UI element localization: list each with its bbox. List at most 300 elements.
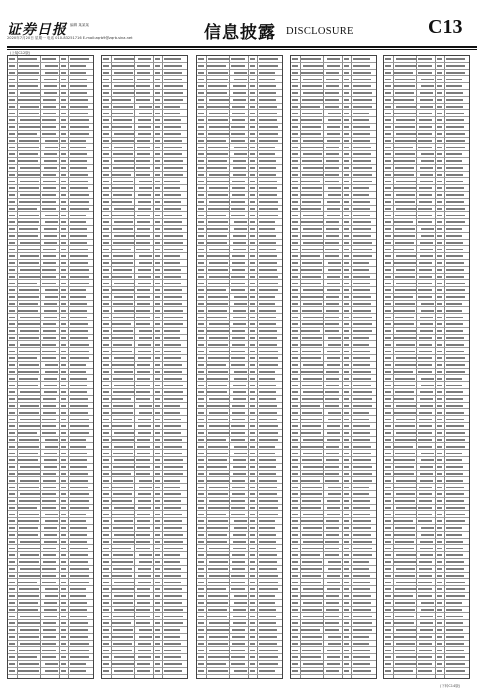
table-row [102,437,187,444]
table-cell-text [198,663,204,665]
table-cell-text [327,507,341,509]
table-row [384,362,469,369]
table-row [384,627,469,634]
table-cell-text [259,405,277,407]
table-cell-text [446,194,464,196]
table-cell-text [446,527,462,529]
table-cell-text [198,595,204,597]
table-cell-text [164,548,183,550]
table-cell-text [209,337,228,339]
table-cell-text [20,466,40,468]
header-rule-thick [7,46,477,48]
table-cell-text [103,147,109,149]
table-row [102,484,187,491]
table-cell-text [395,439,417,441]
table-cell-text [232,554,246,556]
table-cell-text [437,181,442,183]
table-cell-text [9,412,15,414]
table-cell-text [344,446,349,448]
table-cell-text [418,520,432,522]
table-cell-text [301,119,322,121]
table-cell-text [421,235,435,237]
table-cell-text [139,255,153,257]
table-cell-text [231,582,245,584]
table-cell-text [164,113,180,115]
table-cell-text [9,636,15,638]
table-row [102,600,187,607]
table-cell-text [303,153,322,155]
table-cell-text [70,568,89,570]
table-cell-text [259,208,278,210]
table-cell-text [302,561,322,563]
table-cell-text [437,79,442,81]
table-cell-text [155,99,160,101]
table-row [384,634,469,641]
table-cell-text [61,459,66,461]
table-cell-text [155,548,160,550]
table-cell-text [353,487,369,489]
table-cell-text [418,432,432,434]
table-cell-text [136,249,150,251]
table-cell-text [328,561,342,563]
table-cell-text [353,283,370,285]
table-row [197,423,282,430]
table-row [291,56,376,63]
table-cell-text [437,446,442,448]
table-cell-text [325,480,339,482]
table-cell-text [231,289,245,291]
table-cell-text [231,133,245,135]
table-cell-text [446,65,465,67]
table-cell-text [164,500,181,502]
table-cell-text [112,561,133,563]
table-cell-text [164,147,182,149]
table-cell-text [61,588,66,590]
table-cell-text [292,153,298,155]
table-row [8,301,93,308]
table-cell-text [103,425,109,427]
table-cell-text [250,351,255,353]
table-cell-text [198,554,204,556]
table-cell-text [164,656,181,658]
table-cell-text [259,398,276,400]
table-row [291,219,376,226]
table-row [102,301,187,308]
table-cell-text [446,249,463,251]
table-cell-text [344,133,349,135]
table-row [291,423,376,430]
table-row [8,172,93,179]
table-cell-text [328,119,342,121]
table-cell-text [419,636,433,638]
table-cell-text [385,276,391,278]
table-cell-text [328,643,342,645]
table-cell-text [421,310,435,312]
table-cell-text [198,582,204,584]
table-cell-text [208,344,228,346]
table-cell-text [446,466,463,468]
table-cell-text [420,480,434,482]
table-cell-text [114,283,134,285]
table-cell-text [198,446,204,448]
table-cell-text [136,548,150,550]
table-cell-text [259,351,278,353]
table-cell-text [394,113,416,115]
table-row [8,287,93,294]
table-cell-text [418,208,432,210]
table-row [384,70,469,77]
table-cell-text [385,534,391,536]
table-cell-text [344,283,349,285]
table-row [8,586,93,593]
table-cell-text [303,588,323,590]
table-cell-text [19,153,38,155]
table-cell-text [344,187,349,189]
table-cell-text [103,289,109,291]
table-cell-text [9,113,15,115]
table-cell-text [437,99,442,101]
table-cell-text [385,262,391,264]
table-cell-text [70,119,89,121]
table-row [384,246,469,253]
table-cell-text [250,595,255,597]
table-cell-text [446,602,462,604]
table-cell-text [155,228,160,230]
table-cell-text [353,507,370,509]
table-cell-text [137,79,151,81]
table-cell-text [394,85,415,87]
table-cell-text [437,351,442,353]
table-cell-text [207,480,229,482]
table-row [291,70,376,77]
table-cell-text [327,588,341,590]
table-cell-text [164,106,180,108]
table-cell-text [155,323,160,325]
table-cell-text [138,493,152,495]
table-cell-text [325,541,339,543]
table-cell-text [259,561,277,563]
table-cell-text [18,446,39,448]
table-cell-text [259,602,275,604]
table-row [384,518,469,525]
table-cell-text [70,595,86,597]
table-row [197,613,282,620]
table-cell-text [70,554,88,556]
table-cell-text [446,405,463,407]
table-cell-text [419,419,433,421]
table-cell-text [292,289,298,291]
table-cell-text [437,459,442,461]
table-row [102,267,187,274]
table-cell-text [209,99,229,101]
table-cell-text [198,85,204,87]
table-cell-text [395,79,415,81]
table-cell-text [164,255,180,257]
table-cell-text [139,181,153,183]
table-cell-text [20,194,41,196]
table-cell-text [136,473,150,475]
table-cell-text [103,466,109,468]
table-cell-text [9,221,15,223]
table-cell-text [446,269,464,271]
table-row [384,104,469,111]
table-cell-text [325,167,339,169]
table-cell-text [418,133,432,135]
table-cell-text [353,670,371,672]
table-cell-text [155,500,160,502]
table-cell-text [70,221,86,223]
table-cell-text [112,473,131,475]
table-cell-text [418,364,432,366]
table-cell-text [344,215,349,217]
table-cell-text [437,147,442,149]
table-row [384,151,469,158]
table-cell-text [155,561,160,563]
table-cell-text [328,493,342,495]
table-cell-text [208,296,228,298]
table-cell-text [61,167,66,169]
table-cell-text [385,296,391,298]
table-cell-text [292,357,298,359]
table-cell-text [44,92,58,94]
table-cell-text [259,147,275,149]
table-cell-text [326,85,340,87]
table-row [384,403,469,410]
table-cell-text [207,215,226,217]
table-row [291,607,376,614]
table-cell-text [103,670,109,672]
table-cell-text [103,650,109,652]
table-cell-text [42,656,56,658]
table-cell-text [112,323,131,325]
table-cell-text [250,568,255,570]
table-cell-text [9,126,15,128]
table-cell-text [61,269,66,271]
table-cell-text [112,548,131,550]
table-cell-text [137,140,151,142]
table-cell-text [136,310,150,312]
table-cell-text [209,500,230,502]
table-cell-text [344,221,349,223]
table-cell-text [164,650,181,652]
table-cell-text [385,609,391,611]
table-cell-text [44,541,58,543]
table-cell-text [250,215,255,217]
table-cell-text [103,330,109,332]
table-cell-text [198,500,204,502]
table-cell-text [421,527,435,529]
table-cell-text [164,378,182,380]
table-cell-text [70,215,86,217]
table-row [102,430,187,437]
table-cell-text [250,602,255,604]
table-row [384,457,469,464]
table-row [197,566,282,573]
disclosure-table-column-5 [383,55,470,679]
table-row [384,56,469,63]
table-row [197,573,282,580]
table-cell-text [353,228,371,230]
continued-to-label: (下转C14版) [440,684,461,688]
table-cell-text [437,106,442,108]
table-cell-text [437,527,442,529]
table-cell-text [19,201,41,203]
table-cell-text [155,595,160,597]
table-row [197,641,282,648]
table-cell-text [42,58,56,60]
table-cell-text [385,459,391,461]
table-cell-text [208,283,230,285]
table-cell-text [385,215,391,217]
table-cell-text [61,58,66,60]
table-row [102,144,187,151]
table-cell-text [353,622,372,624]
table-cell-text [446,575,464,577]
table-cell-text [325,255,339,257]
table-cell-text [43,106,57,108]
table-row [384,416,469,423]
table-cell-text [112,588,134,590]
table-cell-text [250,541,255,543]
table-cell-text [259,296,275,298]
table-cell-text [419,276,433,278]
table-cell-text [385,194,391,196]
table-cell-text [327,364,341,366]
table-cell-text [9,378,15,380]
table-cell-text [61,398,66,400]
table-cell-text [395,616,414,618]
table-row [102,63,187,70]
table-cell-text [70,480,88,482]
table-cell-text [103,99,109,101]
table-cell-text [138,269,152,271]
table-cell-text [394,371,413,373]
table-cell-text [136,160,150,162]
table-cell-text [303,242,324,244]
table-cell-text [250,276,255,278]
table-cell-text [302,337,322,339]
table-row [102,280,187,287]
table-cell-text [19,453,38,455]
table-cell-text [259,636,277,638]
table-cell-text [353,351,370,353]
table-cell-text [250,269,255,271]
table-cell-text [302,235,322,237]
table-cell-text [234,228,248,230]
table-cell-text [259,385,276,387]
table-cell-text [155,385,160,387]
table-row [8,566,93,573]
table-cell-text [259,588,278,590]
table-row [384,117,469,124]
table-cell-text [326,221,340,223]
table-cell-text [155,174,160,176]
table-cell-text [137,670,151,672]
table-cell-text [231,276,245,278]
table-cell-text [303,228,322,230]
table-cell-text [292,262,298,264]
table-cell-text [20,629,39,631]
table-cell-text [155,616,160,618]
table-cell-text [344,405,349,407]
table-cell-text [326,296,340,298]
table-cell-text [446,147,465,149]
table-row [102,511,187,518]
table-cell-text [155,609,160,611]
table-cell-text [437,160,442,162]
table-cell-text [70,160,87,162]
table-cell-text [437,357,442,359]
table-cell-text [114,609,135,611]
table-cell-text [250,527,255,529]
table-cell-text [155,262,160,264]
table-cell-text [259,269,277,271]
table-row [102,620,187,627]
table-cell-text [19,487,39,489]
table-cell-text [301,371,323,373]
table-cell-text [302,548,324,550]
table-cell-text [138,351,152,353]
table-row [197,301,282,308]
table-row [384,321,469,328]
table-cell-text [113,568,132,570]
table-row [8,647,93,654]
table-cell-text [9,561,15,563]
table-cell-text [344,201,349,203]
table-cell-text [45,371,59,373]
table-cell-text [103,221,109,223]
table-cell-text [138,432,152,434]
table-cell-text [292,85,298,87]
table-cell-text [155,541,160,543]
table-cell-text [70,276,89,278]
table-cell-text [326,609,340,611]
table-cell-text [385,412,391,414]
table-cell-text [114,147,133,149]
table-cell-text [9,310,15,312]
table-cell-text [385,405,391,407]
table-row [384,647,469,654]
table-row [8,443,93,450]
table-cell-text [103,378,109,380]
table-cell-text [292,473,298,475]
table-cell-text [303,391,324,393]
table-cell-text [44,385,58,387]
table-cell-text [292,126,298,128]
table-cell-text [353,296,371,298]
table-cell-text [326,446,340,448]
table-cell-text [164,283,181,285]
table-cell-text [344,119,349,121]
table-row [384,525,469,532]
table-cell-text [344,174,349,176]
table-row [102,314,187,321]
table-cell-text [327,140,341,142]
table-row [8,253,93,260]
table-cell-text [231,425,245,427]
table-cell-text [198,99,204,101]
table-cell-text [198,629,204,631]
table-cell-text [259,337,277,339]
table-cell-text [138,283,152,285]
table-cell-text [231,351,245,353]
table-cell-text [301,269,322,271]
table-cell-text [396,194,415,196]
table-cell-text [303,303,322,305]
table-cell-text [394,310,415,312]
table-cell-text [42,351,56,353]
table-cell-text [103,412,109,414]
